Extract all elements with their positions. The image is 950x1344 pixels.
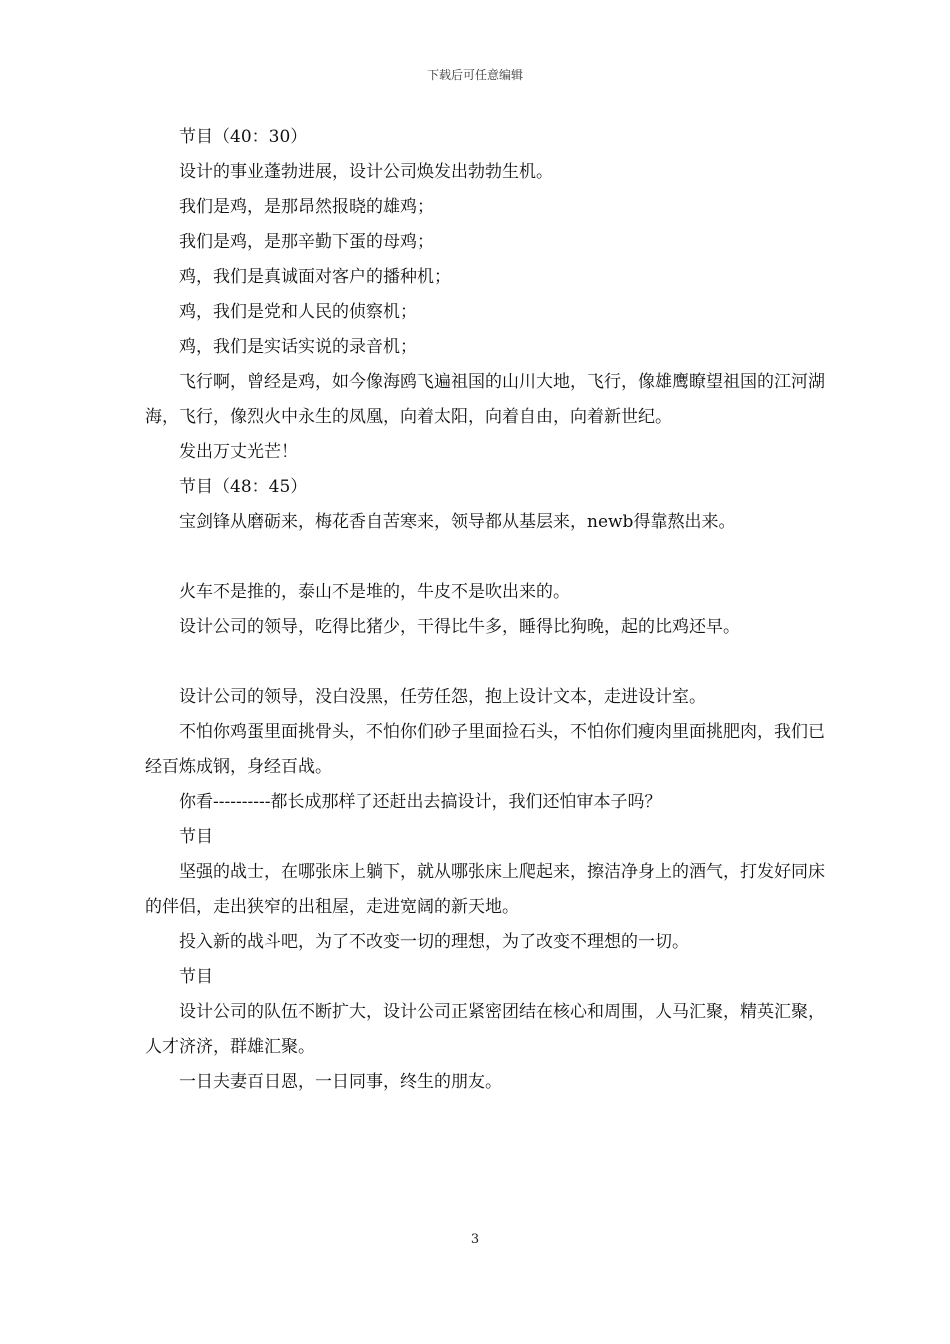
paragraph: 鸡，我们是党和人民的侦察机；	[179, 302, 417, 322]
page-header: 下载后可任意编辑	[426, 68, 523, 82]
paragraph: 节目（40：30）	[179, 127, 308, 147]
paragraph: 设计公司的领导，吃得比猪少，干得比牛多，睡得比狗晚，起的比鸡还早。	[179, 617, 740, 637]
document-body	[145, 120, 825, 1100]
paragraph: 投入新的战斗吧，为了不改变一切的理想，为了改变不理想的一切。	[179, 932, 689, 952]
paragraph: 飞行啊，曾经是鸡，如今像海鸥飞遍祖国的山川大地，飞行，像雄鹰瞭望祖国的江河湖海，飞行，像烈火中永生的凤凰，向着太阳，向着自由，向着新世纪。	[145, 372, 825, 427]
paragraph: 鸡，我们是真诚面对客户的播种机；	[179, 267, 451, 287]
paragraph: 你看----------都长成那样了还赶出去搞设计，我们还怕审本子吗？	[179, 792, 662, 812]
paragraph: 我们是鸡，是那辛勤下蛋的母鸡；	[179, 232, 434, 252]
paragraph: 设计的事业蓬勃进展，设计公司焕发出勃勃生机。	[179, 162, 553, 182]
paragraph: 节目	[179, 967, 213, 987]
paragraph: 坚强的战士，在哪张床上躺下，就从哪张床上爬起来，擦洁净身上的酒气，打发好同床的伴侣，走出狭窄的出租屋，走进宽阔的新天地。	[145, 862, 825, 917]
blank-line	[145, 540, 825, 575]
paragraph: 一日夫妻百日恩，一日同事，终生的朋友。	[179, 1072, 502, 1092]
paragraph: 我们是鸡，是那昂然报晓的雄鸡；	[179, 197, 434, 217]
paragraph: 节目（48：45）	[179, 477, 308, 497]
blank-line	[145, 645, 825, 680]
paragraph: 节目	[179, 827, 213, 847]
paragraph: 发出万丈光芒！	[179, 442, 298, 462]
paragraph: 鸡，我们是实话实说的录音机；	[179, 337, 417, 357]
paragraph: 设计公司的领导，没白没黑，任劳任怨，抱上设计文本，走进设计室。	[179, 687, 706, 707]
paragraph: 设计公司的队伍不断扩大，设计公司正紧密团结在核心和周围，人马汇聚，精英汇聚，人才济济，群雄汇聚。	[145, 1002, 825, 1057]
paragraph: 火车不是推的，泰山不是堆的，牛皮不是吹出来的。	[179, 582, 570, 602]
paragraph: 宝剑锋从磨砺来，梅花香自苦寒来，领导都从基层来，newb得靠熬出来。	[179, 512, 736, 532]
paragraph: 不怕你鸡蛋里面挑骨头，不怕你们砂子里面捡石头，不怕你们瘦肉里面挑肥肉，我们已经百炼成钢，身经百战。	[145, 722, 825, 777]
page-number: 3	[470, 1232, 480, 1247]
